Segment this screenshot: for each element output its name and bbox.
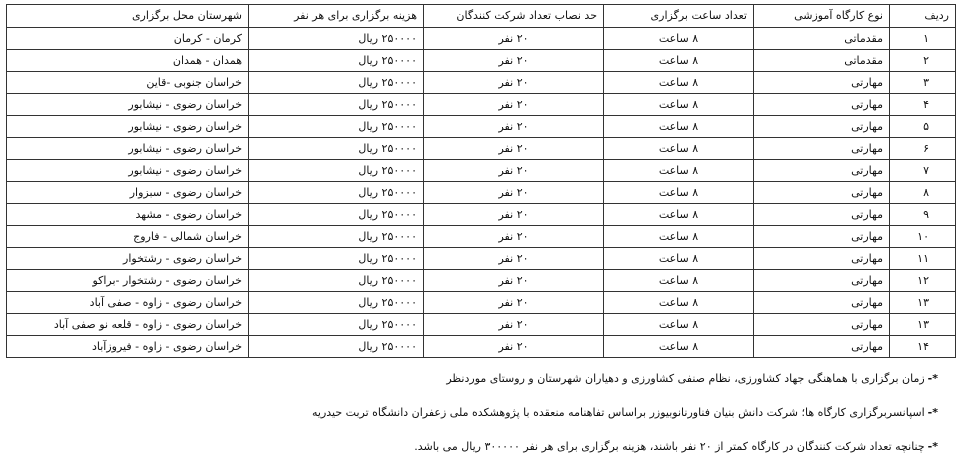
row-number-cell: ۶	[890, 138, 956, 160]
table-header-row	[7, 5, 956, 28]
hours-cell: ۸ ساعت	[604, 28, 754, 50]
notes-section	[6, 362, 938, 464]
row-number-cell: ۸	[890, 182, 956, 204]
cost-cell: ۲۵۰۰۰۰ ریال	[249, 182, 424, 204]
table-row	[7, 204, 956, 226]
workshop-type-cell: مهارتی	[754, 204, 890, 226]
city-cell: خراسان جنوبی -قاین	[7, 72, 249, 94]
note-bullet: *-	[927, 440, 938, 453]
workshop-type-cell: مقدماتی	[754, 50, 890, 72]
header-quorum: حد نصاب تعداد شرکت کنندگان	[424, 5, 604, 28]
quorum-cell: ۲۰ نفر	[424, 226, 604, 248]
hours-cell: ۸ ساعت	[604, 248, 754, 270]
cost-cell: ۲۵۰۰۰۰ ریال	[249, 138, 424, 160]
city-cell: خراسان رضوی - رشتخوار	[7, 248, 249, 270]
header-hours: تعداد ساعت برگزاری	[604, 5, 754, 28]
table-row	[7, 138, 956, 160]
table-row	[7, 292, 956, 314]
workshop-table	[6, 4, 956, 358]
row-number-cell: ۷	[890, 160, 956, 182]
city-cell: خراسان رضوی - مشهد	[7, 204, 249, 226]
workshop-type-cell: مهارتی	[754, 248, 890, 270]
hours-cell: ۸ ساعت	[604, 270, 754, 292]
row-number-cell: ۳	[890, 72, 956, 94]
table-row	[7, 314, 956, 336]
row-number-cell: ۱۳	[890, 314, 956, 336]
quorum-cell: ۲۰ نفر	[424, 182, 604, 204]
row-number-cell: ۱	[890, 28, 956, 50]
cost-cell: ۲۵۰۰۰۰ ریال	[249, 226, 424, 248]
row-number-cell: ۲	[890, 50, 956, 72]
cost-cell: ۲۵۰۰۰۰ ریال	[249, 116, 424, 138]
workshop-type-cell: مهارتی	[754, 270, 890, 292]
header-city: شهرستان محل برگزاری	[7, 5, 249, 28]
cost-cell: ۲۵۰۰۰۰ ریال	[249, 94, 424, 116]
city-cell: خراسان رضوی - نیشابور	[7, 160, 249, 182]
hours-cell: ۸ ساعت	[604, 138, 754, 160]
row-number-cell: ۱۱	[890, 248, 956, 270]
table-row	[7, 72, 956, 94]
workshop-type-cell: مهارتی	[754, 182, 890, 204]
hours-cell: ۸ ساعت	[604, 204, 754, 226]
cost-cell: ۲۵۰۰۰۰ ریال	[249, 160, 424, 182]
note-text: چنانچه تعداد شرکت کنندگان در کارگاه کمتر از ۲۰ نفر باشند، هزینه برگزاری برای هر نفر ۳۰۰۰۰۰ ریال می باشد.	[414, 440, 925, 453]
city-cell: خراسان رضوی - زاوه - صفی آباد	[7, 292, 249, 314]
workshop-type-cell: مقدماتی	[754, 28, 890, 50]
quorum-cell: ۲۰ نفر	[424, 248, 604, 270]
table-row	[7, 226, 956, 248]
workshop-type-cell: مهارتی	[754, 72, 890, 94]
row-number-cell: ۱۴	[890, 336, 956, 358]
table-row	[7, 28, 956, 50]
row-number-cell: ۱۰	[890, 226, 956, 248]
hours-cell: ۸ ساعت	[604, 94, 754, 116]
quorum-cell: ۲۰ نفر	[424, 138, 604, 160]
city-cell: خراسان رضوی - زاوه - فیروزآباد	[7, 336, 249, 358]
hours-cell: ۸ ساعت	[604, 116, 754, 138]
table-row	[7, 336, 956, 358]
quorum-cell: ۲۰ نفر	[424, 270, 604, 292]
workshop-type-cell: مهارتی	[754, 292, 890, 314]
quorum-cell: ۲۰ نفر	[424, 160, 604, 182]
table-row	[7, 270, 956, 292]
city-cell: خراسان رضوی - نیشابور	[7, 116, 249, 138]
workshop-type-cell: مهارتی	[754, 314, 890, 336]
hours-cell: ۸ ساعت	[604, 182, 754, 204]
row-number-cell: ۱۲	[890, 270, 956, 292]
quorum-cell: ۲۰ نفر	[424, 50, 604, 72]
header-row-number: ردیف	[890, 5, 956, 28]
quorum-cell: ۲۰ نفر	[424, 314, 604, 336]
note-bullet: *-	[927, 372, 938, 385]
hours-cell: ۸ ساعت	[604, 160, 754, 182]
note-text: اسپانسربرگزاری کارگاه ها؛ شرکت دانش بنیان فناورنانوبیوزر براساس تفاهنامه منعقده با پژوهشکده ملی زعفران دانشگاه تربت حیدریه	[311, 406, 925, 419]
table-row	[7, 248, 956, 270]
hours-cell: ۸ ساعت	[604, 292, 754, 314]
workshop-type-cell: مهارتی	[754, 336, 890, 358]
quorum-cell: ۲۰ نفر	[424, 204, 604, 226]
quorum-cell: ۲۰ نفر	[424, 72, 604, 94]
note-line	[6, 396, 938, 430]
city-cell: خراسان رضوی - نیشابور	[7, 94, 249, 116]
cost-cell: ۲۵۰۰۰۰ ریال	[249, 204, 424, 226]
city-cell: خراسان رضوی - زاوه - قلعه نو صفی آباد	[7, 314, 249, 336]
city-cell: کرمان - کرمان	[7, 28, 249, 50]
note-text: زمان برگزاری با هماهنگی جهاد کشاورزی، نظام صنفی کشاورزی و دهیاران شهرستان و روستای موردنظر	[446, 372, 925, 385]
hours-cell: ۸ ساعت	[604, 314, 754, 336]
cost-cell: ۲۵۰۰۰۰ ریال	[249, 292, 424, 314]
cost-cell: ۲۵۰۰۰۰ ریال	[249, 270, 424, 292]
quorum-cell: ۲۰ نفر	[424, 94, 604, 116]
workshop-type-cell: مهارتی	[754, 116, 890, 138]
cost-cell: ۲۵۰۰۰۰ ریال	[249, 28, 424, 50]
city-cell: همدان - همدان	[7, 50, 249, 72]
note-line	[6, 430, 938, 464]
workshop-type-cell: مهارتی	[754, 94, 890, 116]
hours-cell: ۸ ساعت	[604, 336, 754, 358]
cost-cell: ۲۵۰۰۰۰ ریال	[249, 72, 424, 94]
note-line	[6, 362, 938, 396]
table-row	[7, 94, 956, 116]
cost-cell: ۲۵۰۰۰۰ ریال	[249, 50, 424, 72]
hours-cell: ۸ ساعت	[604, 226, 754, 248]
workshop-type-cell: مهارتی	[754, 138, 890, 160]
table-row	[7, 116, 956, 138]
header-workshop-type: نوع کارگاه آموزشی	[754, 5, 890, 28]
header-cost: هزینه برگزاری برای هر نفر	[249, 5, 424, 28]
hours-cell: ۸ ساعت	[604, 50, 754, 72]
quorum-cell: ۲۰ نفر	[424, 116, 604, 138]
row-number-cell: ۴	[890, 94, 956, 116]
cost-cell: ۲۵۰۰۰۰ ریال	[249, 336, 424, 358]
table-row	[7, 50, 956, 72]
workshop-type-cell: مهارتی	[754, 160, 890, 182]
city-cell: خراسان رضوی - رشتخوار -براکو	[7, 270, 249, 292]
cost-cell: ۲۵۰۰۰۰ ریال	[249, 248, 424, 270]
quorum-cell: ۲۰ نفر	[424, 336, 604, 358]
table-row	[7, 160, 956, 182]
table-row	[7, 182, 956, 204]
row-number-cell: ۵	[890, 116, 956, 138]
quorum-cell: ۲۰ نفر	[424, 292, 604, 314]
city-cell: خراسان رضوی - سبزوار	[7, 182, 249, 204]
hours-cell: ۸ ساعت	[604, 72, 754, 94]
note-bullet: *-	[927, 406, 938, 419]
quorum-cell: ۲۰ نفر	[424, 28, 604, 50]
row-number-cell: ۱۳	[890, 292, 956, 314]
city-cell: خراسان رضوی - نیشابور	[7, 138, 249, 160]
workshop-type-cell: مهارتی	[754, 226, 890, 248]
cost-cell: ۲۵۰۰۰۰ ریال	[249, 314, 424, 336]
row-number-cell: ۹	[890, 204, 956, 226]
city-cell: خراسان شمالی - فاروج	[7, 226, 249, 248]
